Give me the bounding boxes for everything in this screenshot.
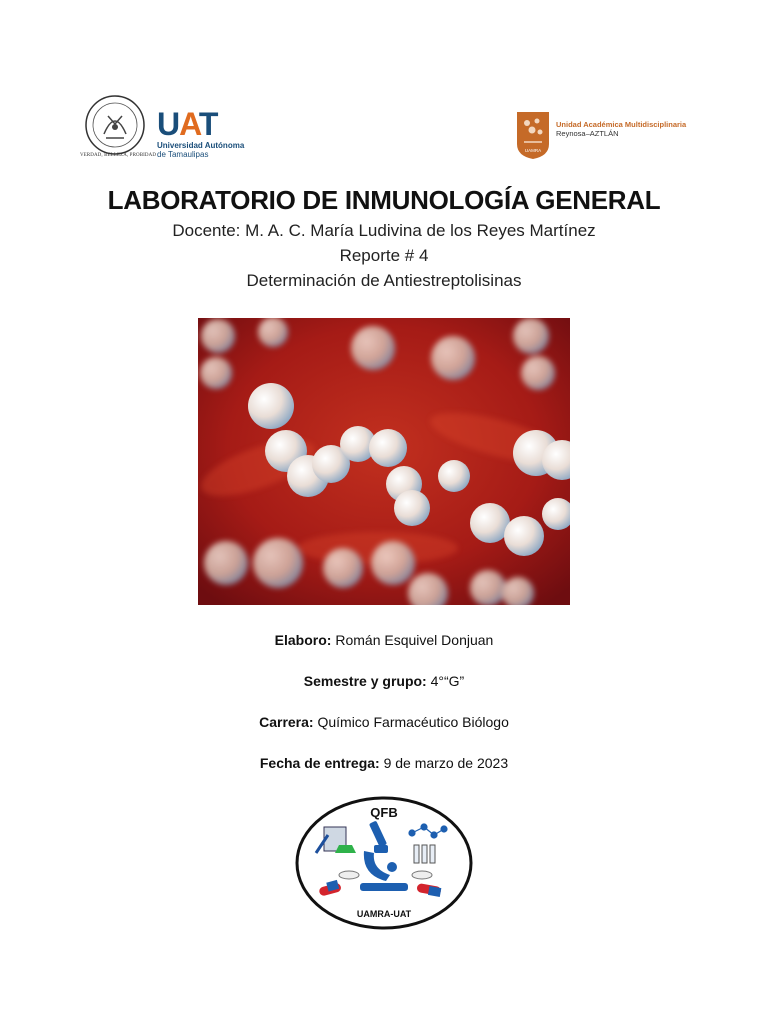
uat-name-line2: de Tamaulipas	[157, 150, 209, 159]
uat-logo	[157, 108, 217, 140]
streptococcus-image	[198, 318, 570, 605]
career-label: Carrera:	[259, 714, 314, 730]
qfb-logo-bottom-text: UAMRA-UAT	[356, 909, 412, 919]
page-title: LABORATORIO DE INMUNOLOGÍA GENERAL	[107, 185, 661, 215]
uamra-name	[556, 120, 686, 138]
uat-logo-text: UAT	[157, 106, 218, 142]
uat-seal-logo	[84, 94, 146, 156]
author-value: Román Esquivel Donjuan	[335, 632, 494, 648]
date-label: Fecha de entrega:	[259, 755, 380, 771]
semester-line	[0, 673, 768, 689]
report-number: Reporte # 4	[339, 246, 429, 265]
uamra-name-line1: Unidad Académica Multidisciplinaria	[556, 120, 687, 129]
date-line	[0, 755, 768, 771]
report-topic: Determinación de Antiestreptolisinas	[246, 271, 522, 290]
career-value: Químico Farmacéutico Biólogo	[317, 714, 509, 730]
uat-name-line1: Universidad Autónoma	[157, 141, 245, 150]
qfb-logo-top-text: QFB	[370, 805, 398, 820]
teacher-line: Docente: M. A. C. María Ludivina de los Reyes Martínez	[172, 221, 596, 240]
uat-name	[157, 141, 244, 159]
date-value: 9 de marzo de 2023	[383, 755, 509, 771]
seal-motto: VERDAD, BELLEZA, PROBIDAD	[79, 153, 157, 158]
author-label: Elaboro:	[274, 632, 332, 648]
author-line	[0, 632, 768, 648]
career-line	[0, 714, 768, 730]
uamra-name-line2: Reynosa–AZTLÁN	[556, 129, 619, 138]
semester-label: Semestre y grupo:	[303, 673, 427, 689]
uamra-shield-text: UAMRA	[524, 148, 542, 153]
qfb-logo	[294, 795, 474, 931]
uamra-shield-logo	[515, 110, 551, 160]
semester-value: 4°“G”	[430, 673, 465, 689]
